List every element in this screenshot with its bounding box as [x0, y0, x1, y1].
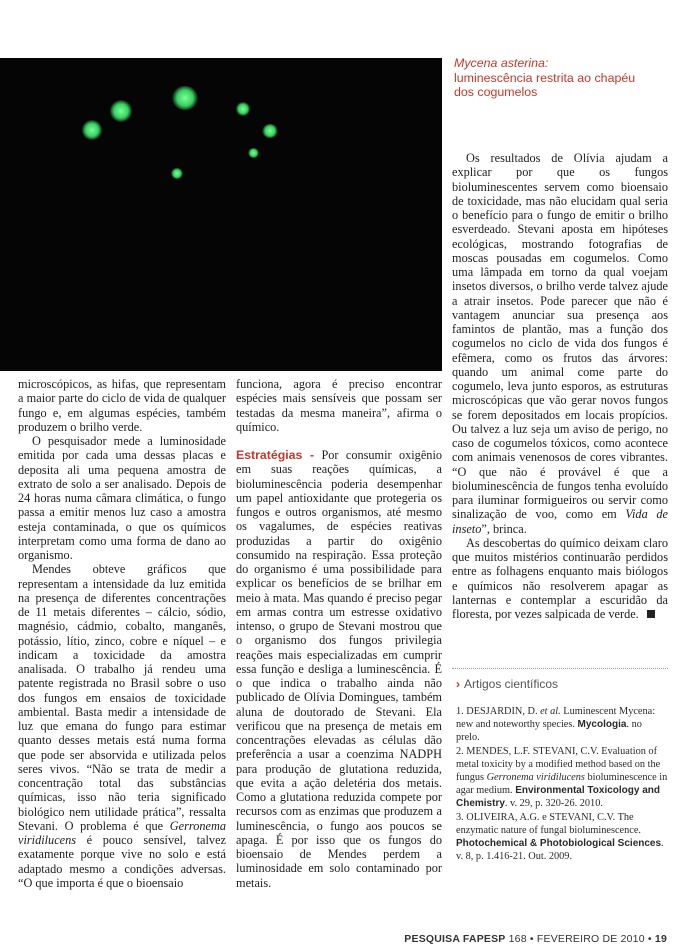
chevron-right-icon: › [456, 677, 460, 691]
references-list [456, 705, 668, 863]
paragraph: Os resultados de Olívia ajudam a explicar por que os fungos bioluminescentes servem como bioensaio de toxicidade, mas não elucidam qual seria o benefício para o fungo de emitir o brilho esverdeado. Stevani aposta em hipóteses ecológicas, mostrando fotografias de moscas pousadas em cogumelos. Como uma lâmpada em torno da qual voejam insetos diversos, o brilho verde talvez ajude a atrair insetos. Pode parecer que não é vantagem anunciar sua presença aos famintos de plantão, mas a função dos cogumelos no ciclo de vida dos fungos é efêmera, como os frutos das árvores: quando um animal come parte do cogumelo, leva junto esporos, as estruturas microscópicas que vão gerar novos fungos se forem depositados em locais propícios. Ou talvez a luz seja um aviso de perigo, no caso de cogumelos tóxicos, como acontece com animais venenosos de cores vibrantes. “O que não é provável é que a bioluminescência de fungos tenha evoluído para iluminar formigueiros ou servir como sinalização de voo, como em Vida de inseto”, brinca. [452, 151, 668, 536]
glowing-mushroom-cap [248, 148, 259, 158]
issue-date: FEVEREIRO DE 2010 [536, 933, 645, 945]
paragraph: funciona, agora é preciso encontrar espécies mais sensíveis que possam ser testadas da mesma maneira”, afirma o químico. [236, 377, 442, 434]
issue-number: 168 [508, 933, 527, 945]
text-column-1 [18, 377, 226, 890]
paragraph: As descobertas do químico deixam claro que muitos mistérios continuarão perdidos entre as folhagens enquanto mais biólogos e químicos não resolverem apagar as lanternas e contemplar a escuridão da floresta, por vezes salpicada de verde. [452, 535, 668, 621]
paragraph: Estratégias - Por consumir oxigênio em suas reações químicas, a bioluminescência poderia desempenhar um papel antioxidante que protegeria os fungos e outros organismos, até mesmo os vagalumes, de espécies reativas produzidas a partir do oxigênio consumido na respiração. Essa proteção do organismo é uma possibilidade para explicar os benefícios de se brilhar em meio à mata. Mas quando é preciso pegar em armas contra um estresse oxidativo intenso, o grupo de Stevani mostrou que o organismo dos fungos privilegia reações mais especializadas em cumprir essa função e desliga a luminescência. É o que indica o trabalho ainda não publicado de Olívia Domingues, também aluna de doutorado de Stevani. Ela verificou que na presença de metais em concentrações elevadas as células dão preferência a usar a coenzima NADPH para produção de glutationa reduzida, que evita a ação deletéria dos metais. Como a glutationa reduzida compete por recursos com as enzimas que produzem a luminescência, o fungo aos poucos se apaga. É por isso que os fungos do bioensaio de Mendes perdem a luminosidade em solo contaminado por metais. [236, 448, 443, 890]
glowing-mushroom-cap [262, 124, 278, 138]
caption-title: Mycena asterina: [454, 56, 549, 70]
separator: • [529, 933, 534, 945]
paragraph: microscópicos, as hifas, que representam a maior parte do ciclo de vida de qualquer fungo e, em algumas espécies, também produzem o brilho verde. [18, 377, 226, 434]
reference-item: 2. MENDES, L.F. STEVANI, C.V. Evaluation of metal toxicity by a modified method based on the fungus Gerronema viridilucens bioluminescence in agar medium. Environmental Toxicology and Chemistry. v. 29, p. 320-26. 2010. [456, 745, 668, 810]
glowing-mushroom-cap [172, 86, 198, 110]
references-box [452, 668, 668, 863]
glowing-mushroom-cap [82, 120, 102, 140]
text-column-2 [236, 377, 442, 890]
journal-name: PESQUISA FAPESP [404, 933, 506, 945]
separator: • [647, 933, 652, 945]
reference-item: 1. DESJARDIN, D. et al. Luminescent Mycena: new and noteworthy species. Mycologia. no prelo. [456, 706, 656, 744]
mushroom-photo [0, 58, 442, 371]
end-mark-icon [647, 610, 655, 618]
page-number: 19 [654, 933, 667, 945]
section-subhead: Estratégias - [236, 448, 315, 462]
paragraph: Mendes obteve gráficos que representam a intensidade da luz emitida na presença de diferentes concentrações de 11 metais diferentes – cálcio, sódio, magnésio, cádmio, cobalto, manganês, potássio, lítio, zinco, cobre e níquel – e indicam a toxicidade da amostra analisada. O trabalho já rendeu uma patente registrada no Brasil sobre o uso dos fungos em ensaios de toxicidade ambiental. Basta medir a intensidade de luz que emana do fungo para estimar quanto desses metais está numa forma que pode ser absorvida e utilizada pelos seres vivos. “Não se trata de medir a concentração total das substâncias químicas, isso não teria significado biológico nem utilidade prática”, ressalta Stevani. O problema é que Gerronema viridilucens é pouco sensível, talvez exatamente porque vive no solo e está adaptado mesmo a condições adversas. “O que importa é que o bioensaio [18, 562, 226, 890]
text-column-3 [452, 151, 668, 621]
glowing-mushroom-cap [171, 168, 183, 179]
glowing-mushroom-cap [110, 100, 132, 122]
species-name: Gerronema viridilucens [18, 818, 226, 847]
page-footer [404, 933, 667, 945]
reference-item: 3. OLIVEIRA, A.G. e STEVANI, C.V. The enzymatic nature of fungal bioluminescence. Photochemical & Photobiological Sciences. v. 8, p. 1.416-21. Out. 2009. [456, 811, 664, 863]
glowing-mushroom-cap [236, 102, 250, 116]
photo-caption [454, 56, 654, 100]
references-title: › Artigos científicos [456, 677, 559, 691]
caption-text: luminescência restrita ao chapéu dos cogumelos [454, 70, 636, 100]
paragraph: O pesquisador mede a luminosidade emitida por cada uma dessas placas e deposita ali uma pequena amostra de extrato de solo a ser analisado. Depois de 24 horas numa câmara climática, o fungo passa a emitir menos luz caso a amostra esteja contaminada, o que os químicos interpretam como uma forma de dano ao organismo. [18, 434, 226, 562]
